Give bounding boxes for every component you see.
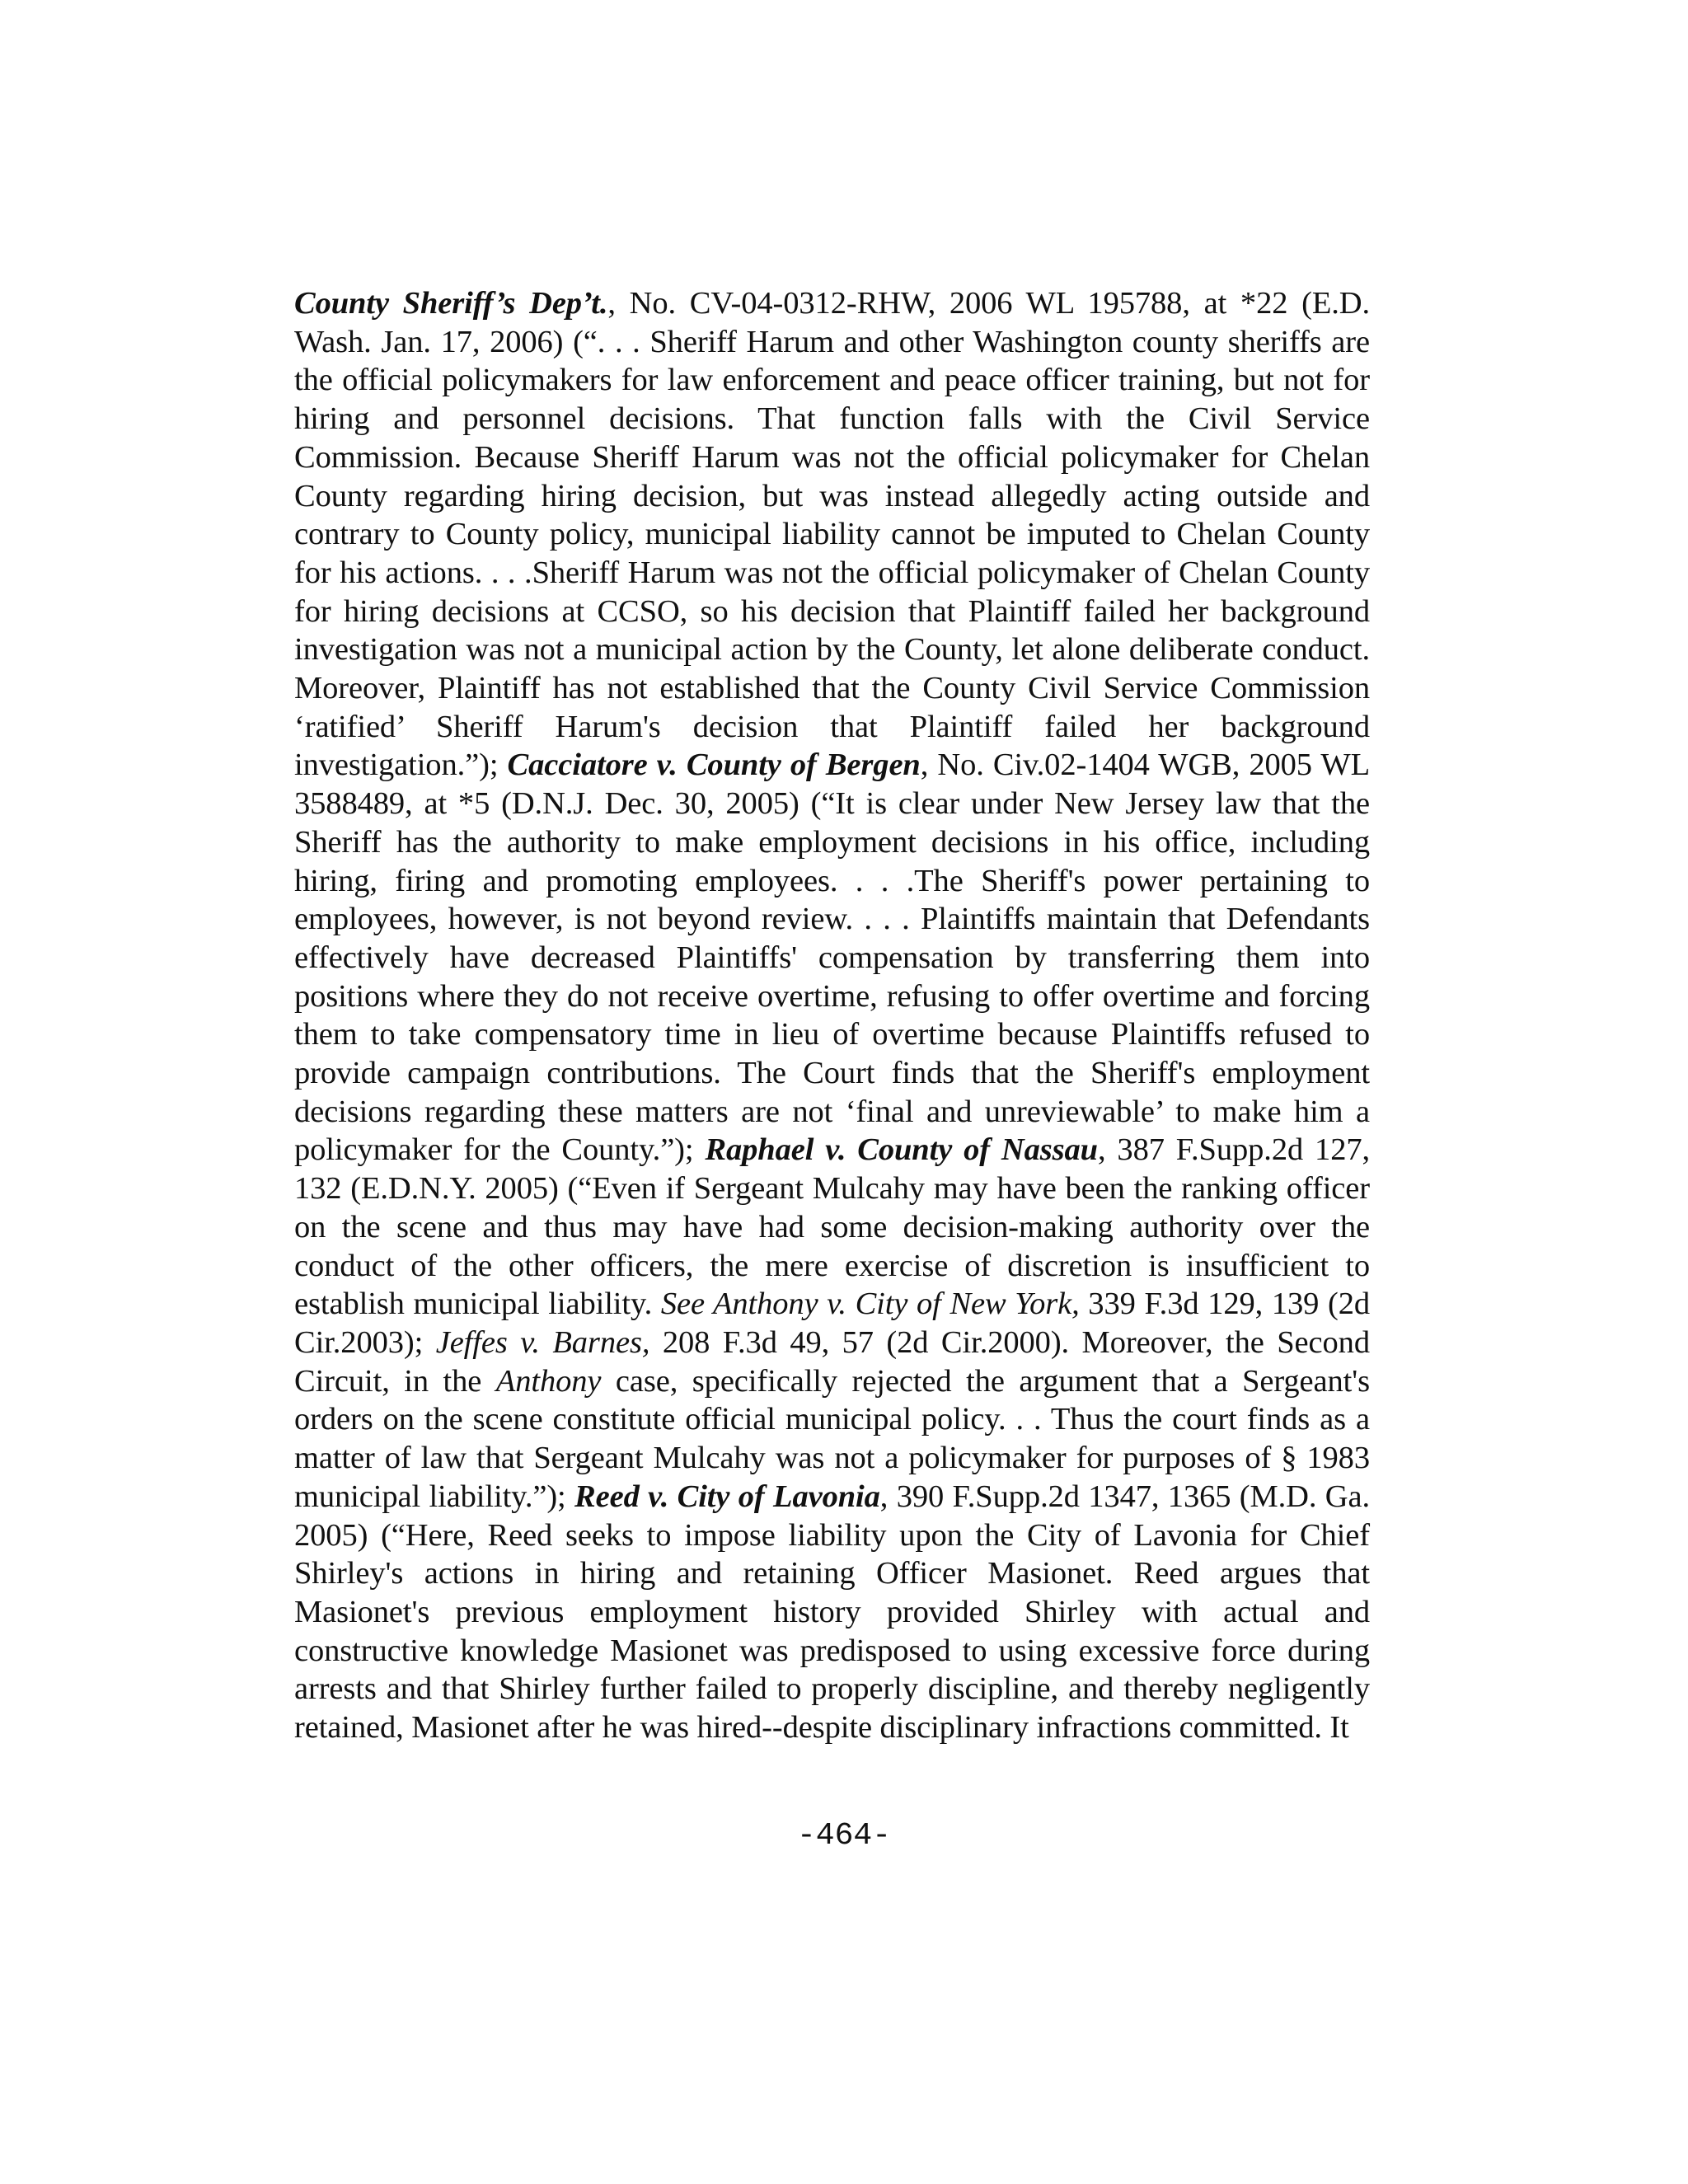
citation-text: , No. Civ.02-1404 WGB, 2005 WL 3588489, at *5 (D.N.J. Dec. 30, 2005) (“It is clear under New Jersey law that the Sheriff has the authority to make employment decisions in his office, including hiring, firing and promoting employees. . . .The Sheriff's power pertaining to employees, however, is not beyond review. . . . Plaintiffs maintain that Defendants effectively have decreased Plaintiffs' compensation by transferring them into positions where they do not receive overtime, refusing to offer overtime and forcing them to take compensatory time in lieu of overtime because Plaintiffs refused to provide campaign contributions. The Court finds that the Sheriff's employment decisions regarding these matters are not ‘final and unreviewable’ to make him a policymaker for the County.”); bbox=[294, 748, 1370, 1168]
citation-text: , 387 F.Supp.2d 127, 132 (E.D.N.Y. 2005) (“Even if Sergeant Mulcahy may have been the ranking officer on the scene and thus may have had some decision-making authority over the conduct of the other officers, the mere exercise of discretion is insufficient to establish municipal liability. bbox=[294, 1132, 1371, 1322]
italic-citation: Anthony bbox=[495, 1363, 602, 1399]
italic-citation: See Anthony v. City of New York, bbox=[660, 1286, 1080, 1322]
citation-text: , No. CV-04-0312-RHW, 2006 WL 195788, at *22 (E.D. Wash. Jan. 17, 2006) (“. . . Sheriff Harum and other Washington county sheriffs are the official policymakers for law enforcement and peace officer training, but not for hiring and personnel decisions. That function falls with the Civil Service Commission. Because Sheriff Harum was not the official policymaker for Chelan County regarding hiring decision, but was instead allegedly acting outside and contrary to County policy, municipal liability cannot be imputed to Chelan County for his actions. . . .Sheriff Harum was not the official policymaker of Chelan County for hiring decisions at CCSO, so his decision that Plaintiff failed her background investigation was not a municipal action by the County, let alone deliberate conduct. Moreover, Plaintiff has not established that the County Civil Service Commission ‘ratified’ Sheriff Harum's decision that Plaintiff failed her background investigation.”); bbox=[294, 286, 1370, 783]
case-name: Raphael v. County of Nassau bbox=[705, 1132, 1098, 1168]
case-name: Cacciatore v. County of Bergen bbox=[507, 748, 921, 783]
page-number: -464- bbox=[796, 1818, 892, 1854]
case-name: Reed v. City of Lavonia bbox=[574, 1479, 880, 1514]
italic-citation: Jeffes v. Barnes, bbox=[435, 1324, 650, 1360]
citation-text: 339 F.3d 129, 139 (2d Cir.2003); bbox=[294, 1286, 1370, 1360]
case-name: County Sheriff’s Dep’t. bbox=[294, 286, 608, 321]
citation-text: 208 F.3d 49, 57 (2d Cir.2000). Moreover, the Second Circuit, in the bbox=[294, 1324, 1370, 1399]
body-paragraph bbox=[294, 284, 1370, 1747]
citation-text: , 390 F.Supp.2d 1347, 1365 (M.D. Ga. 2005) (“Here, Reed seeks to impose liability upon the City of Lavonia for Chief Shirley's actions in hiring and retaining Officer Masionet. Reed argues that Masionet's previous employment history provided Shirley with actual and constructive knowledge Masionet was predisposed to using excessive force during arrests and that Shirley further failed to properly discipline, and thereby negligently retained, Masionet after he was hired--despite disciplinary infractions committed. It bbox=[294, 1479, 1370, 1746]
citation-text: case, specifically rejected the argument that a Sergeant's orders on the scene constitute official municipal policy. . . Thus the court finds as a matter of law that Sergeant Mulcahy was not a policymaker for purposes of § 1983 municipal liability.”); bbox=[294, 1363, 1370, 1514]
